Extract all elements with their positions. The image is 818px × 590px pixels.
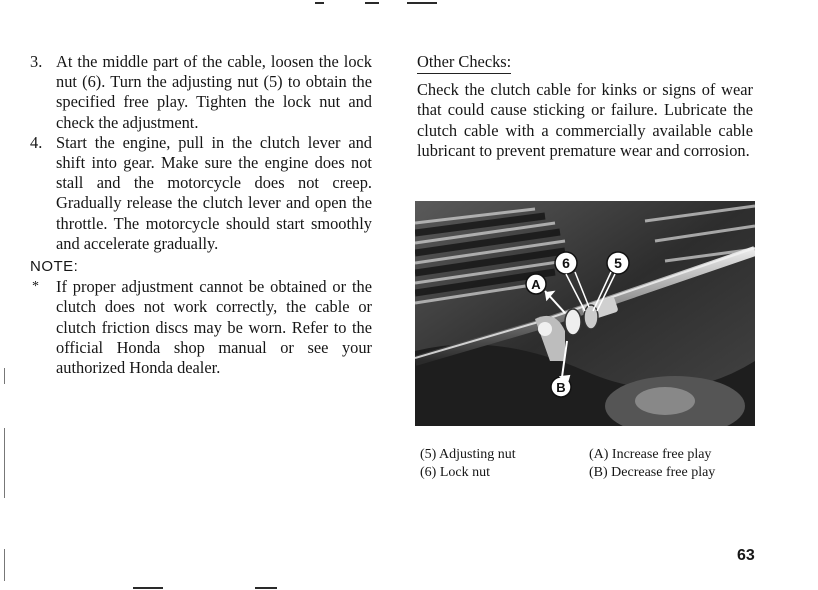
left-column bbox=[30, 52, 372, 378]
caption-decrease-free-play: (B) Decrease free play bbox=[589, 465, 716, 480]
page-number: 63 bbox=[737, 547, 755, 564]
step-text: Start the engine, pull in the clutch lever and shift into gear. Make sure the engine does not stall and the motorcycle does not creep. Gradually release the clutch lever and open the throttle. The motorcycle should start smoothly and accelerate gradually. bbox=[56, 132, 372, 253]
scan-mark bbox=[255, 587, 277, 589]
scan-mark bbox=[4, 368, 5, 384]
bullet: * bbox=[32, 279, 39, 295]
caption-increase-free-play: (A) Increase free play bbox=[589, 447, 712, 462]
step-3 bbox=[30, 52, 372, 133]
note-item bbox=[30, 277, 372, 378]
callout-label-6: 6 bbox=[562, 255, 570, 271]
callout-label-b: B bbox=[556, 380, 566, 395]
note-heading: NOTE: bbox=[30, 258, 79, 276]
note-text: If proper adjustment cannot be obtained or the clutch does not work correctly, the cable or clutch friction discs may be worn. Refer to the official Honda shop manual or see your authorized Honda dealer. bbox=[56, 277, 372, 378]
clutch-cable-photo bbox=[415, 201, 755, 426]
scan-mark bbox=[407, 2, 437, 4]
scan-mark bbox=[133, 587, 163, 589]
scan-mark bbox=[4, 428, 5, 498]
caption-lock-nut: (6) Lock nut bbox=[420, 465, 490, 480]
scan-mark bbox=[4, 549, 5, 581]
section-title: Other Checks: bbox=[417, 52, 511, 74]
scan-mark bbox=[365, 2, 379, 4]
step-4 bbox=[30, 133, 372, 254]
step-text: At the middle part of the cable, loosen the lock nut (6). Turn the adjusting nut (5) to obtain the specified free play. Tighten the lock nut and check the adjustment. bbox=[56, 52, 372, 132]
caption-adjusting-nut: (5) Adjusting nut bbox=[420, 447, 516, 462]
right-column bbox=[417, 52, 753, 161]
photo-illustration bbox=[415, 201, 755, 426]
callout-label-5: 5 bbox=[614, 255, 622, 271]
scan-mark bbox=[315, 2, 324, 4]
step-number: 3. bbox=[30, 52, 43, 71]
step-number: 4. bbox=[30, 132, 43, 152]
section-body: Check the clutch cable for kinks or signs of wear that could cause sticking or failure. Lubricate the clutch cable with a commercially available cable lubricant to prevent premature wear and corrosion. bbox=[417, 80, 753, 160]
callout-label-a: A bbox=[531, 277, 541, 292]
